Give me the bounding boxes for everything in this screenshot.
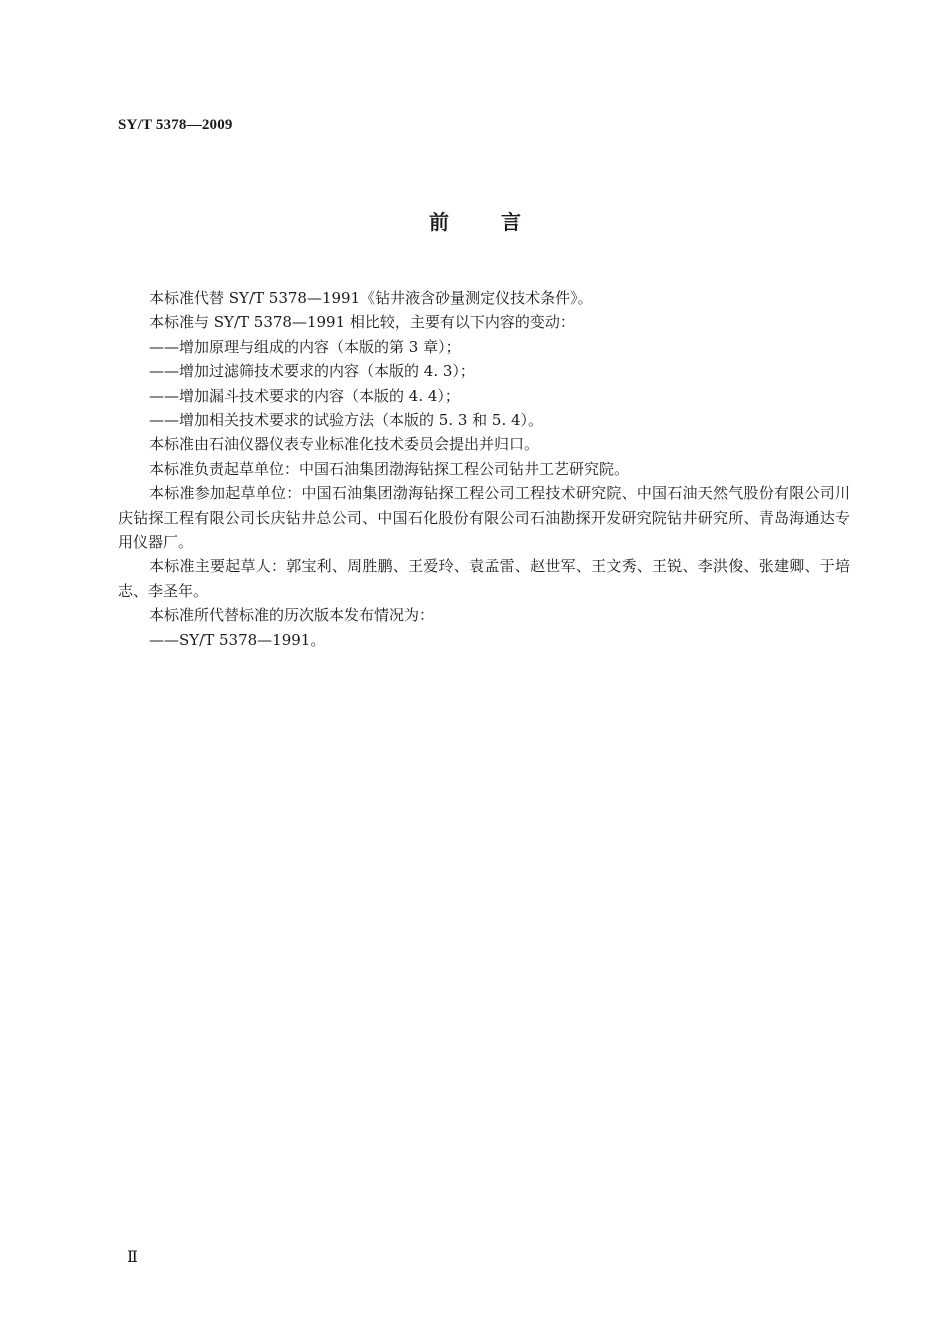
list-item: ——增加原理与组成的内容（本版的第 3 章）； xyxy=(149,337,461,356)
page-title: 前言 xyxy=(429,210,573,234)
paragraph-lead-drafter: 本标准负责起草单位：中国石油集团渤海钻探工程公司钻井工艺研究院。 xyxy=(149,459,630,478)
paragraph-replaces: 本标准代替 SY/T 5378—1991《钻井液含砂量测定仪技术条件》。 xyxy=(149,289,593,307)
paragraph-participating-drafters: 本标准参加起草单位：中国石油集团渤海钻探工程公司工程技术研究院、中国石油天然气股份有限公司川庆钻探工程有限公司长庆钻井总公司、中国石化股份有限公司石油勘探开发研究院钻井研究所、青岛海通达专用仪器厂。 xyxy=(118,484,850,552)
document-body xyxy=(118,286,850,652)
paragraph-main-drafters: 本标准主要起草人：郭宝利、周胜鹏、王爱玲、袁孟雷、赵世军、王文秀、王锐、李洪俊、张建卿、于培志、李圣年。 xyxy=(118,557,850,600)
list-item: ——增加过滤筛技术要求的内容（本版的 4. 3）； xyxy=(149,362,475,381)
list-item: ——增加相关技术要求的试验方法（本版的 5. 3 和 5. 4）。 xyxy=(149,411,544,430)
list-item: ——SY/T 5378—1991。 xyxy=(149,630,326,649)
page-number: Ⅱ xyxy=(127,1249,138,1266)
paragraph-changes-intro: 本标准与 SY/T 5378—1991 相比较，主要有以下内容的变动： xyxy=(149,313,575,332)
standard-number: SY/T 5378—2009 xyxy=(118,117,233,133)
paragraph-proposer: 本标准由石油仪器仪表专业标准化技术委员会提出并归口。 xyxy=(149,435,540,454)
paragraph-history-intro: 本标准所代替标准的历次版本发布情况为： xyxy=(149,606,435,625)
list-item: ——增加漏斗技术要求的内容（本版的 4. 4）； xyxy=(149,386,460,405)
